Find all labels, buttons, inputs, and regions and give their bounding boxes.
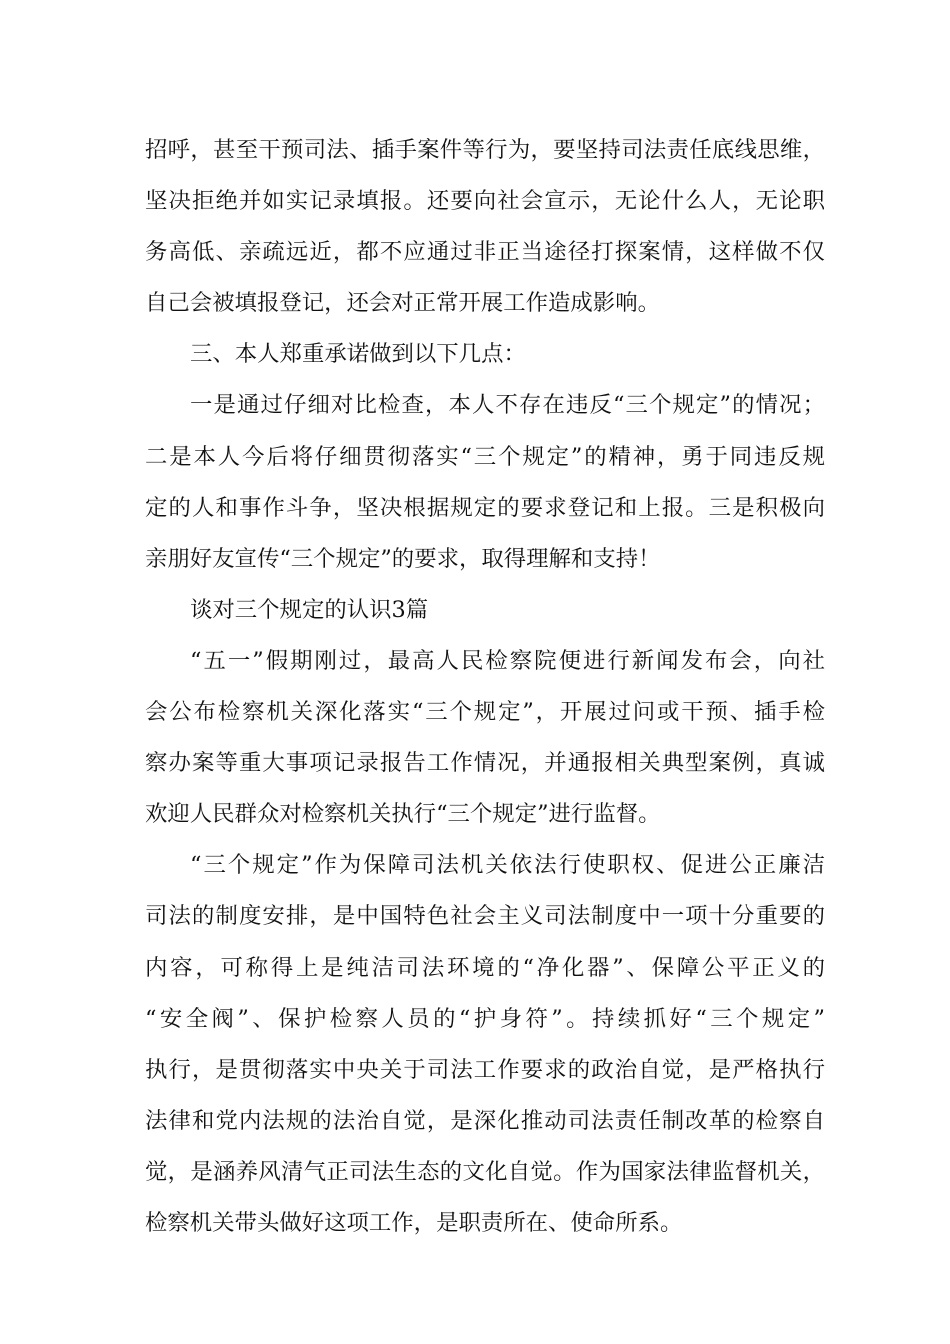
text-line: 内容，可称得上是纯洁司法环境的“净化器”、保障公平正义的 — [145, 954, 825, 981]
text-line: 觉，是涵养风清气正司法生态的文化自觉。作为国家法律监督机关， — [145, 1158, 825, 1185]
text-line: 坚决拒绝并如实记录填报。还要向社会宣示，无论什么人，无论职 — [145, 188, 825, 215]
section-heading: 三、本人郑重承诺做到以下几点： — [190, 341, 526, 368]
article-title: 谈对三个规定的认识3篇 — [190, 596, 429, 623]
text-line: 定的人和事作斗争，坚决根据规定的要求登记和上报。三是积极向 — [145, 494, 825, 521]
text-line: “五一”假期刚过，最高人民检察院便进行新闻发布会，向社 — [190, 647, 825, 674]
text-line: 会公布检察机关深化落实“三个规定”，开展过问或干预、插手检 — [145, 699, 825, 726]
text-line: 务高低、亲疏远近，都不应通过非正当途径打探案情，这样做不仅 — [145, 239, 825, 266]
text-line: 司法的制度安排，是中国特色社会主义司法制度中一项十分重要的 — [145, 903, 825, 930]
text-line: 招呼，甚至干预司法、插手案件等行为，要坚持司法责任底线思维， — [145, 137, 825, 163]
text-line: 察办案等重大事项记录报告工作情况，并通报相关典型案例，真诚 — [145, 750, 825, 777]
text-line: 执行，是贯彻落实中央关于司法工作要求的政治自觉，是严格执行 — [145, 1056, 825, 1083]
text-line: 亲朋好友宣传“三个规定”的要求，取得理解和支持！ — [145, 545, 661, 572]
text-line: 欢迎人民群众对检察机关执行“三个规定”进行监督。 — [145, 801, 661, 828]
text-line: 二是本人今后将仔细贯彻落实“三个规定”的精神，勇于同违反规 — [145, 443, 825, 470]
text-line: 检察机关带头做好这项工作，是职责所在、使命所系。 — [145, 1209, 683, 1236]
text-line: “安全阀”、保护检察人员的“护身符”。持续抓好“三个规定” — [145, 1005, 825, 1032]
text-line: 法律和党内法规的法治自觉，是深化推动司法责任制改革的检察自 — [145, 1107, 825, 1134]
text-line: 自己会被填报登记，还会对正常开展工作造成影响。 — [145, 290, 660, 317]
text-line: “三个规定”作为保障司法机关依法行使职权、促进公正廉洁 — [190, 852, 825, 879]
text-line: 一是通过仔细对比检查，本人不存在违反“三个规定”的情况； — [190, 392, 825, 419]
document-body — [145, 125, 825, 1249]
